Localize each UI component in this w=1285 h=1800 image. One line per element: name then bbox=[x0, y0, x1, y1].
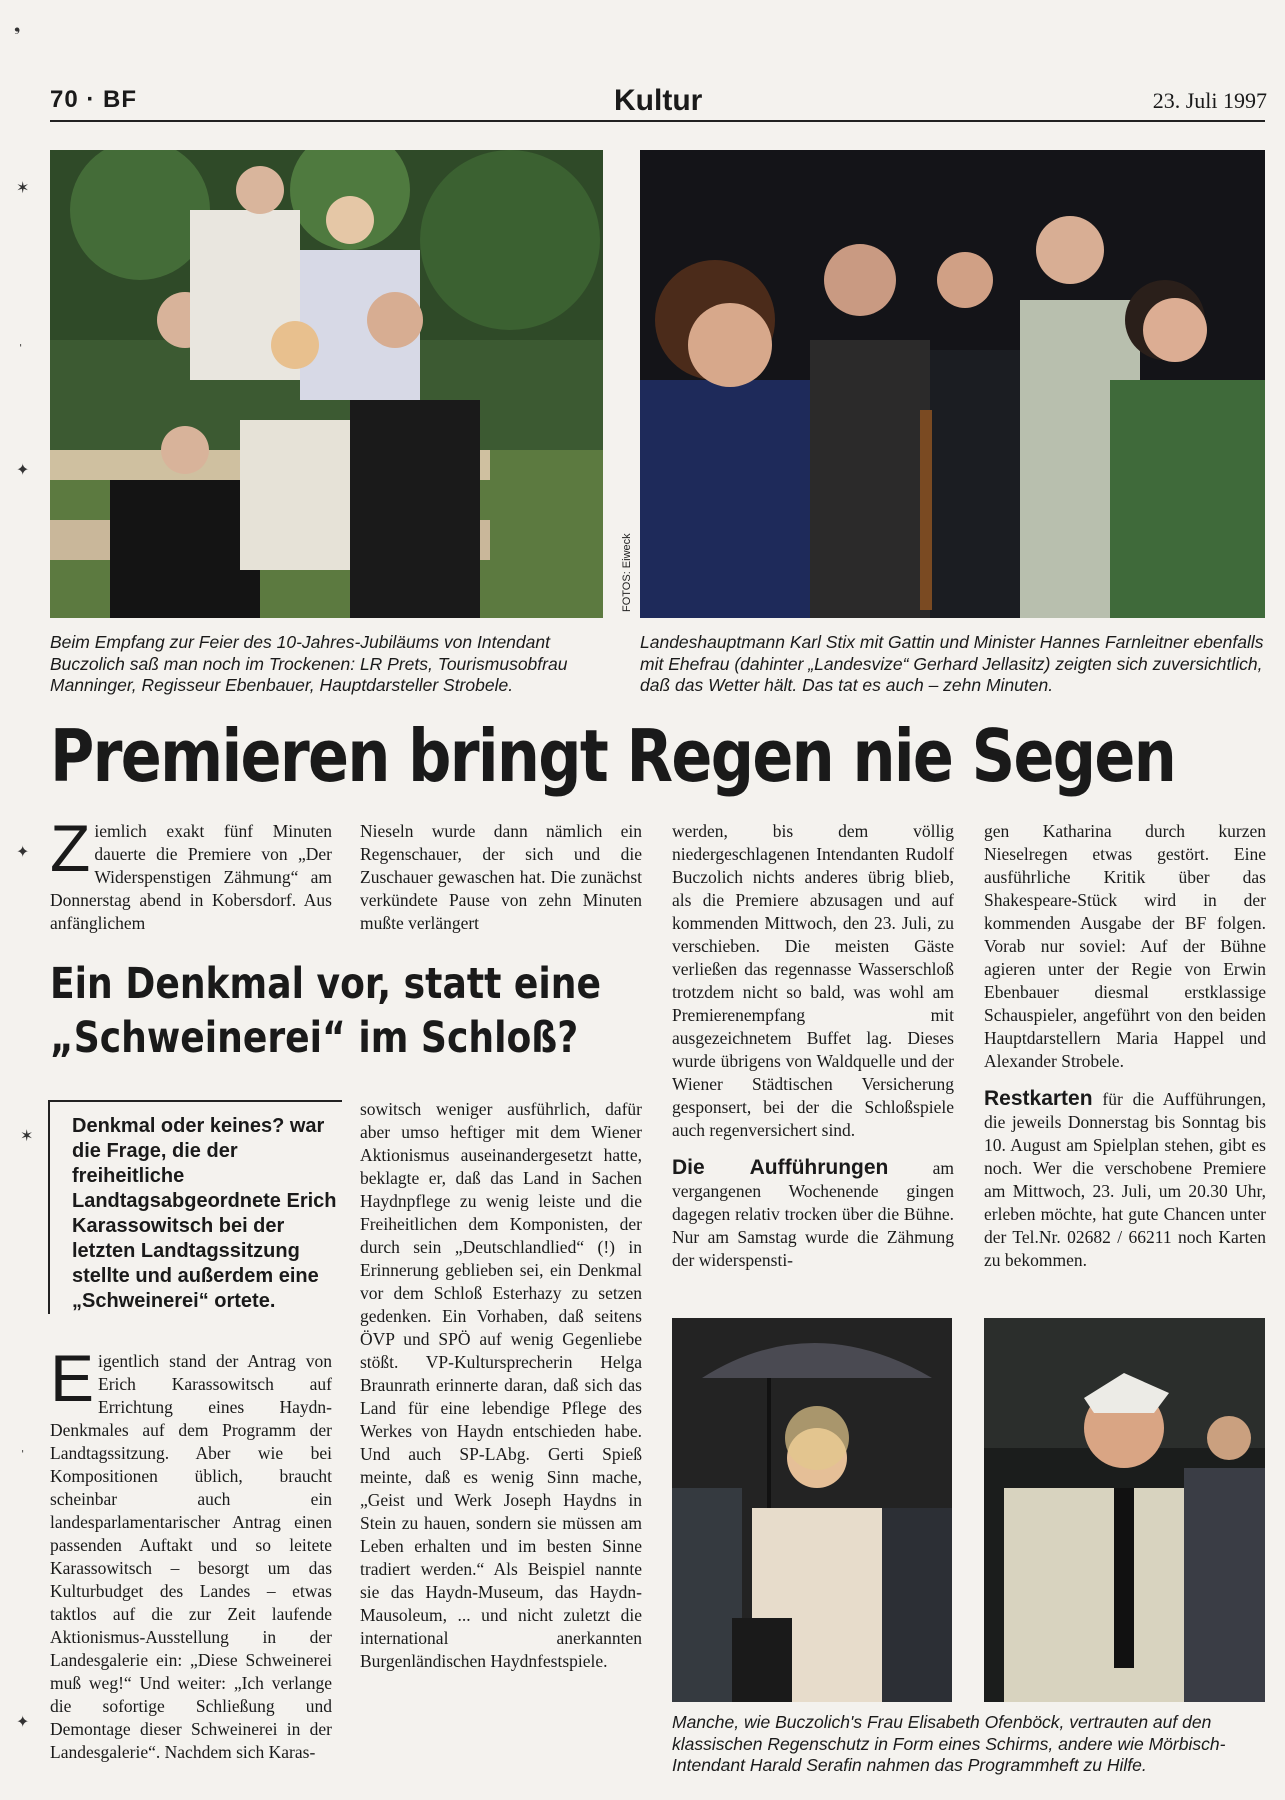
article2-column-2: sowitsch weniger ausführlich, dafür aber umso heftiger mit dem Wiener Aktionismus auseinandergesetzt hatte, beklagte er, daß das Land in Sachen Haydnpflege zu wenig leiste und die Freiheitlichen dem Komponisten, der durch sein „Deutschlandlied“ (!) in Erinnerung geblieben sei, ein Denkmal vor dem Schloß Esterhazy zu setzen gedenken. Ein Vorhaben, daß seitens ÖVP und SPÖ auf wenig Gegenliebe stößt. VP-Kultursprecherin Helga Braunrath erinnerte daran, daß sich das Land für eine lebendige Pflege des Werkes von Haydn entschieden habe. Und auch SP-LAbg. Gerti Spieß meinte, daß es wenig Sinn mache, „Geist und Werk Joseph Haydns in Stein zu hauen, sondern sie müssen am Leben erhalten und im besten Sinne tradiert werden.“ Als Beispiel nannte sie das Haydn-Museum, das Haydn-Mausoleum, ... und nicht zuletzt die international anerkannten Burgenländischen Haydnfestspiele. bbox=[360, 1099, 642, 1671]
article2-column-1 bbox=[50, 1341, 332, 1764]
article1-col3-cont: am vergangenen Wochenende gingen dagegen relativ trocken über die Bühne. Nur am Samstag wurde die Zähmung der widerspensti- bbox=[672, 1158, 955, 1270]
article1-column-1 bbox=[50, 811, 332, 935]
issue-date: 23. Juli 1997 bbox=[1152, 88, 1267, 113]
subhead-restkarten: Restkarten bbox=[984, 1087, 1093, 1110]
dropcap: E bbox=[50, 1341, 95, 1415]
article1-col3-text: werden, bis dem völlig niedergeschlagenen Intendanten Rudolf Buczolich nichts anderes übrig blieb, als die Premiere abzusagen und auf kommenden Mittwoch, den 23. Juli, zu verschieben. Die meisten Gäste verließen das regennasse Wasserschloß trotzdem nicht so bald, was wohl am Premierenempfang mit ausgezeichnetem Buffet lag. Dieses wurde übrigens von Waldquelle und der Wiener Städtischen Versicherung gesponsert, bei der die Schloßspiele auch regenversichert sind. bbox=[672, 821, 954, 1140]
margin-mark: ˌ bbox=[20, 1436, 26, 1453]
margin-mark: ❟ bbox=[14, 18, 21, 35]
photo-serafin bbox=[984, 1318, 1265, 1702]
article1-col4-text: gen Katharina durch kurzen Nieselregen etwas gestört. Eine ausführliche Kritik über das Shakespeare-Stück wird in der kommenden Ausgabe der BF folgen. Vorab nur soviel: Auf der Bühne agieren unter der Regie von Erwin Ebenbauer diesmal erstklassige Schauspieler, angeführt von den beiden Hauptdarstellern Maria Happel und Alexander Strobele. bbox=[984, 821, 1266, 1071]
margin-mark: ˌ bbox=[18, 330, 24, 347]
article1-column-4 bbox=[984, 820, 1266, 1272]
caption-umbrella: Manche, wie Buczolich's Frau Elisabeth Ofenböck, vertrauten auf den klassischen Regenschutz in Form eines Schirms, andere wie Mörbisch-Intendant Harald Serafin nahmen das Programmheft zu Hilfe. bbox=[672, 1712, 1226, 1775]
photo-reception-bench bbox=[50, 150, 603, 618]
article2-col1-text: igentlich stand der Antrag von Erich Karassowitsch auf Errichtung eines Haydn-Denkmales auf dem Programm der Landtagssitzung. Aber wie bei Kompositionen üblich, braucht scheinbar auch ein landesparlamentarischer Antrag einen passenden Auftakt und so leitete Karassowitsch – besorgt um das Kulturbudget des Landes – etwas taktlos auf die zur Zeit laufende Aktionismus-Ausstellung in der Landesgalerie ein: „Diese Schweinerei muß weg!“ Und weiter: „Ich verlange die sofortige Schließung und Demontage dieser Schweinerei in der Landesgalerie“. Nachdem sich Karas- bbox=[50, 1351, 332, 1762]
margin-mark: ✶ bbox=[16, 180, 30, 197]
article-headline: Premieren bringt Regen nie Segen bbox=[50, 714, 1176, 798]
caption-reception: Beim Empfang zur Feier des 10-Jahres-Jubiläums von Intendant Buczolich saß man noch im Trockenen: LR Prets, Tourismusobfrau Manninger, Regisseur Ebenbauer, Hauptdarsteller Strobele. bbox=[50, 632, 568, 695]
margin-mark: ✦ bbox=[16, 1714, 30, 1731]
page-number: 70 · BF bbox=[50, 86, 138, 113]
margin-mark: ✦ bbox=[16, 462, 30, 479]
section-title: Kultur bbox=[614, 84, 703, 117]
margin-mark: ✶ bbox=[20, 1128, 34, 1145]
article1-col1-text: iemlich exakt fünf Minuten dauerte die Premiere von „Der Widerspenstigen Zähmung“ am Donnerstag abend in Kobersdorf. Aus anfänglichem bbox=[50, 821, 332, 933]
photo-umbrella bbox=[672, 1318, 952, 1702]
caption-officials: Landeshauptmann Karl Stix mit Gattin und Minister Hannes Farnleitner ebenfalls mit Ehefrau (dahinter „Landesvize“ Gerhard Jellasitz) zeigten sich zuversichtlich, daß das Wetter hält. Das tat es auch – zehn Minuten. bbox=[640, 632, 1264, 695]
article1-col4-cont: für die Aufführungen, die jeweils Donnerstag bis Sonntag bis 10. August am Spielplan stehen, gibt es noch. Wer die verschobene Premiere am Mittwoch, 23. Juli, um 20.30 Uhr, erleben möchte, hat gute Chancen unter der Tel.Nr. 02682 / 66211 noch Karten zu bekommen. bbox=[984, 1089, 1266, 1270]
article2-headline-line2: „Schweinerei“ im Schloß? bbox=[50, 1013, 579, 1063]
article2-lead: Denkmal oder keines? war die Frage, die der freiheitliche Landtagsabgeordnete Erich Karassowitsch bei der letzten Landtagssitzung stellte und außerdem eine „Schweinerei“ ortete. bbox=[72, 1115, 337, 1312]
article1-column-2: Nieseln wurde dann nämlich ein Regenschauer, der sich und die Zuschauer gewaschen hat. Die zunächst verkündete Pause von zehn Minuten mußte verlängert bbox=[360, 821, 642, 933]
article1-column-3 bbox=[672, 820, 954, 1272]
margin-mark: ✦ bbox=[16, 844, 30, 861]
photo-officials bbox=[640, 150, 1265, 618]
lead-box bbox=[48, 1100, 342, 1314]
article2-headline-line1: Ein Denkmal vor, statt eine bbox=[50, 959, 602, 1009]
photo-credit: FOTOS: Eiweck bbox=[621, 533, 633, 612]
subhead-auffuehrungen: Die Aufführungen bbox=[672, 1156, 889, 1179]
dropcap: Z bbox=[50, 811, 91, 885]
header-rule bbox=[50, 120, 1265, 122]
